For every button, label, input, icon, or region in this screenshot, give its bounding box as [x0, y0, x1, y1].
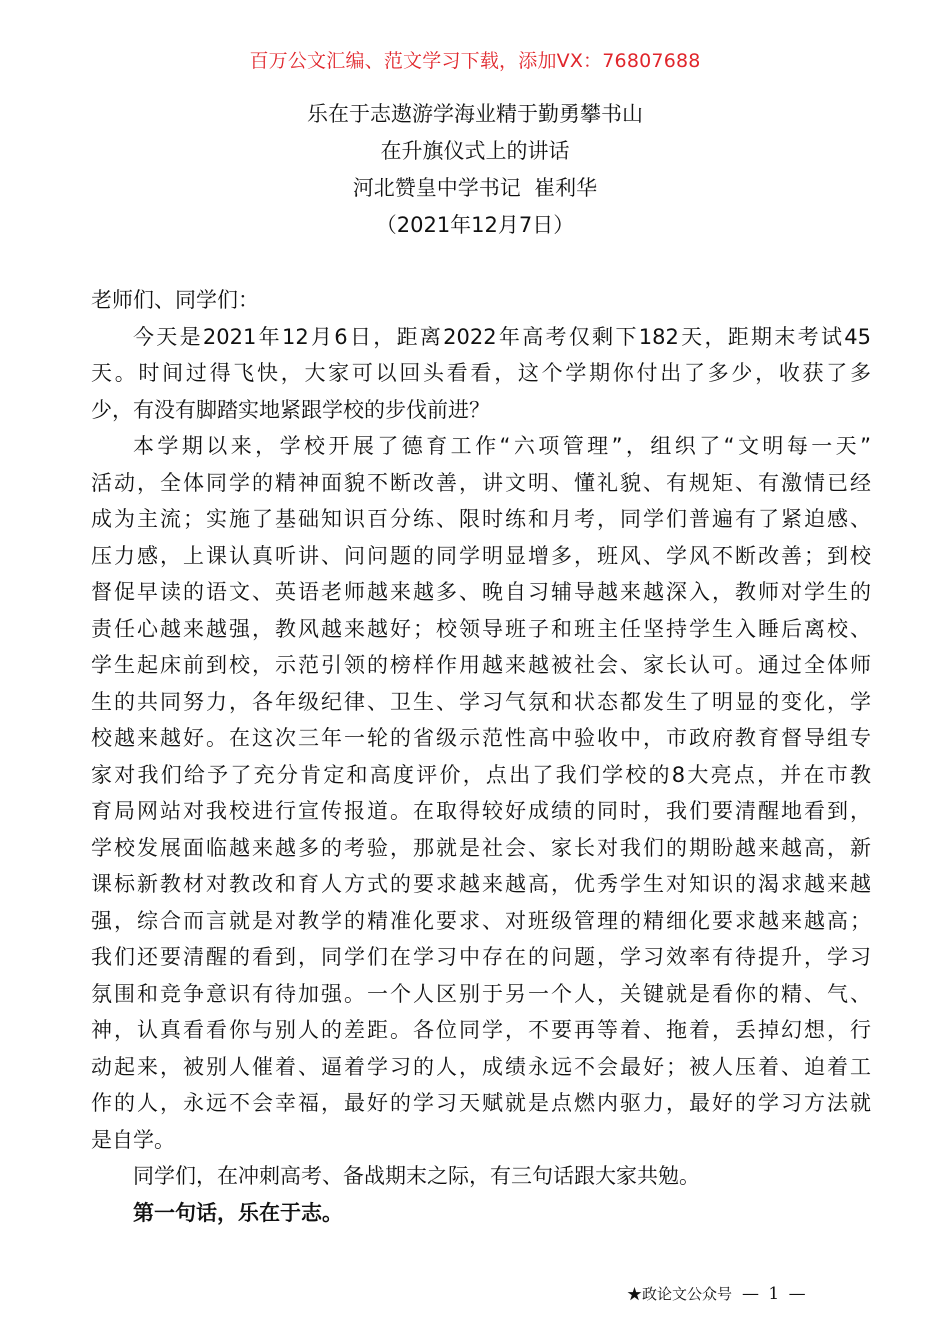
watermark-banner: 百万公文汇编、范文学习下载，添加VX：76807688 [249, 50, 701, 72]
paragraph-line: 学生起床前到校，示范引领的榜样作用越来越被社会、家长认可。通过全体师 [91, 653, 871, 677]
paragraph-line: 天。时间过得飞快，大家可以回头看看，这个学期你付出了多少，收获了多 [91, 361, 871, 385]
page-number: — 1 — [742, 1284, 808, 1304]
paragraph-line: 今天是2021年12月6日，距离2022年高考仅剩下182天，距期末考试45 [133, 324, 871, 349]
speaker-line: 河北赞皇中学书记 崔利华 [352, 176, 598, 200]
paragraph-line: 氛围和竞争意识有待加强。一个人区别于另一个人，关键就是看你的精、气、 [91, 981, 871, 1006]
paragraph-line: 是自学。 [91, 1127, 175, 1152]
salutation: 老师们、同学们： [91, 288, 259, 312]
paragraph-line: 同学们，在冲刺高考、备战期末之际，有三句话跟大家共勉。 [133, 1164, 700, 1188]
document-title: 乐在于志遨游学海业精于勤勇攀书山 [307, 102, 643, 126]
document-header [0, 96, 950, 244]
paragraph-line: 压力感，上课认真听讲、问问题的同学明显增多，班风、学风不断改善；到校 [91, 543, 871, 568]
document-subtitle: 在升旗仪式上的讲话 [380, 139, 570, 163]
paragraph-line: 强，综合而言就是对教学的精准化要求、对班级管理的精细化要求越来越高； [91, 908, 871, 933]
paragraph-line: 家对我们给予了充分肯定和高度评价，点出了我们学校的8大亮点，并在市教 [91, 762, 871, 787]
paragraph-line: 我们还要清醒的看到，同学们在学习中存在的问题，学习效率有待提升，学习 [91, 945, 871, 969]
section-heading: 第一句话，乐在于志。 [133, 1200, 343, 1225]
speech-date: （2021年12月7日） [375, 213, 575, 237]
paragraph-line: 责任心越来越强，教风越来越好；校领导班子和班主任坚持学生入睡后离校、 [91, 616, 871, 641]
paragraph-line: 学校发展面临越来越多的考验，那就是社会、家长对我们的期盼越来越高，新 [91, 835, 871, 860]
paragraph-line: 生的共同努力，各年级纪律、卫生、学习气氛和状态都发生了明显的变化，学 [91, 689, 871, 714]
paragraph-line: 督促早读的语文、英语老师越来越多、晚自习辅导越来越深入，教师对学生的 [91, 580, 871, 604]
document-body [91, 282, 871, 1231]
paragraph-line: 作的人，永远不会幸福，最好的学习天赋就是点燃内驱力，最好的学习方法就 [91, 1091, 871, 1115]
paragraph-line: 神，认真看看你与别人的差距。各位同学，不要再等着、拖着，丢掉幻想，行 [91, 1018, 871, 1042]
paragraph-line: 育局网站对我校进行宣传报道。在取得较好成绩的同时，我们要清醒地看到， [91, 799, 871, 823]
paragraph-line: 校越来越好。在这次三年一轮的省级示范性高中验收中，市政府教育督导组专 [91, 726, 871, 750]
paragraph-line: 少，有没有脚踏实地紧跟学校的步伐前进？ [91, 397, 490, 422]
footer-source: ★政论文公众号 [627, 1285, 733, 1303]
paragraph-line: 动起来，被别人催着、逼着学习的人，成绩永远不会最好；被人压着、迫着工 [91, 1054, 871, 1079]
paragraph-line: 本学期以来，学校开展了德育工作“六项管理”，组织了“文明每一天” [133, 434, 871, 458]
page-footer [627, 1283, 808, 1304]
paragraph-line: 成为主流；实施了基础知识百分练、限时练和月考，同学们普遍有了紧迫感、 [91, 507, 871, 531]
paragraph-line: 活动，全体同学的精神面貌不断改善，讲文明、懂礼貌、有规矩、有激情已经 [91, 470, 871, 495]
paragraph-line: 课标新教材对教改和育人方式的要求越来越高，优秀学生对知识的渴求越来越 [91, 872, 871, 896]
